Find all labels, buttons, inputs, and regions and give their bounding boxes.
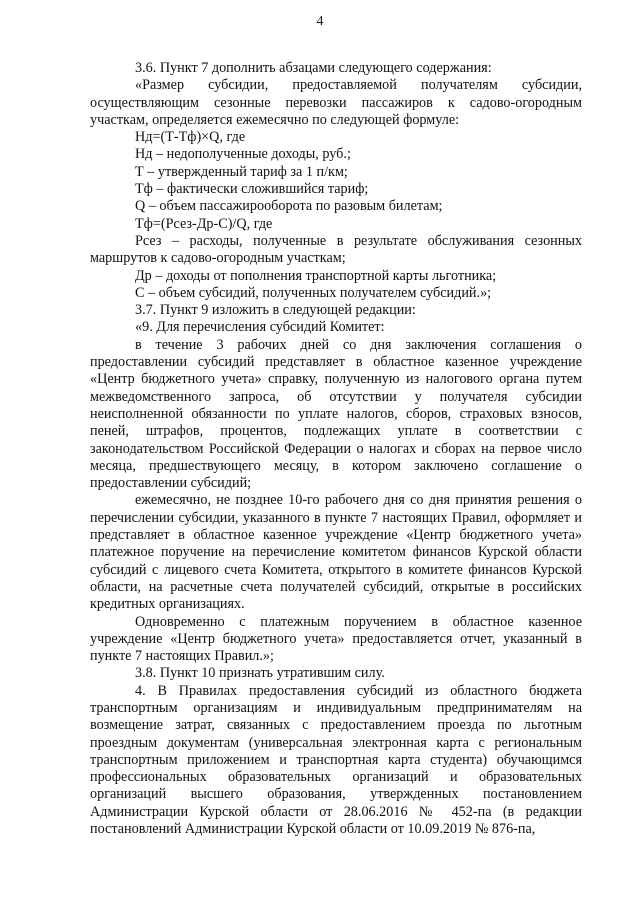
paragraph: ежемесячно, не позднее 10-го рабочего дня со дня принятия решения о перечислении субсидии, указанного в пункте 7 настоящих Правил, оформляет и представляет в областное казенное учреждение «Центр бюджетного учета» платежное поручение на перечисление комитетом финансов Курской области субсидий с лицевого счета Комитета, открытого в комитете финансов Курской области, на расчетные счета получателей субсидий, открытые в российских кредитных организациях. xyxy=(90,492,582,613)
paragraph: 3.6. Пункт 7 дополнить абзацами следующего содержания: xyxy=(135,60,492,76)
paragraph: С – объем субсидий, полученных получателем субсидий.»; xyxy=(135,284,492,301)
formula-line: Тф – фактически сложившийся тариф; xyxy=(135,181,369,198)
formula-line: Тф=(Рсез-Др-С)/Q, где xyxy=(135,215,273,232)
paragraph: «Размер субсидии, предоставляемой получателям субсидии, осуществляющим сезонные перевозки пассажиров к садово-огородным участкам, определяется ежемесячно по следующей формуле: xyxy=(90,77,582,128)
page-number: 4 xyxy=(316,14,324,29)
formula-line: Нд – недополученные доходы, руб.; xyxy=(135,146,351,163)
paragraph: Одновременно с платежным поручением в областное казенное учреждение «Центр бюджетного учета» предоставляется отчет, указанный в пункте 7 настоящих Правил.»; xyxy=(90,613,582,665)
paragraph: Др – доходы от пополнения транспортной карты льготника; xyxy=(135,267,497,284)
paragraph: 3.8. Пункт 10 признать утратившим силу. xyxy=(135,665,385,682)
paragraph: «9. Для перечисления субсидий Комитет: xyxy=(135,319,385,336)
formula-line: Т – утвержденный тариф за 1 п/км; xyxy=(135,163,348,180)
document-body xyxy=(90,60,582,838)
formula-line: Q – объем пассажирооборота по разовым билетам; xyxy=(135,198,443,215)
paragraph: 4. В Правилах предоставления субсидий из областного бюджета транспортным организациям и индивидуальным предпринимателям на возмещение затрат, связанных с предоставлением проезда по льготным проездным документам (универсальная электронная карта с региональным транспортным приложением и транспортная карта студента) обучающимся профессиональных образовательных организаций и образовательных организаций высшего образования, утвержденных постановлением Администрации Курской области от 28.06.2016 № 452-па (в редакции постановлений Администрации Курской области от 10.09.2019 № 876-па, xyxy=(90,682,582,838)
formula-line: Нд=(Т-Тф)×Q, где xyxy=(135,129,246,146)
paragraph: 3.7. Пункт 9 изложить в следующей редакции: xyxy=(135,302,416,319)
paragraph: Рсез – расходы, полученные в результате обслуживания сезонных маршрутов к садово-огородным участкам; xyxy=(90,232,582,267)
paragraph: в течение 3 рабочих дней со дня заключения соглашения о предоставлении субсидий представляет в областное казенное учреждение «Центр бюджетного учета» справку, полученную из налогового органа путем межведомственного запроса, об отсутствии у получателя субсидии неисполненной обязанности по уплате налогов, сборов, страховых взносов, пеней, штрафов, процентов, подлежащих уплате в соответствии с законодательством Российской Федерации о налогах и сборах на первое число месяца, предшествующего месяцу, в котором заключено соглашение о предоставлении субсидий; xyxy=(90,336,582,492)
